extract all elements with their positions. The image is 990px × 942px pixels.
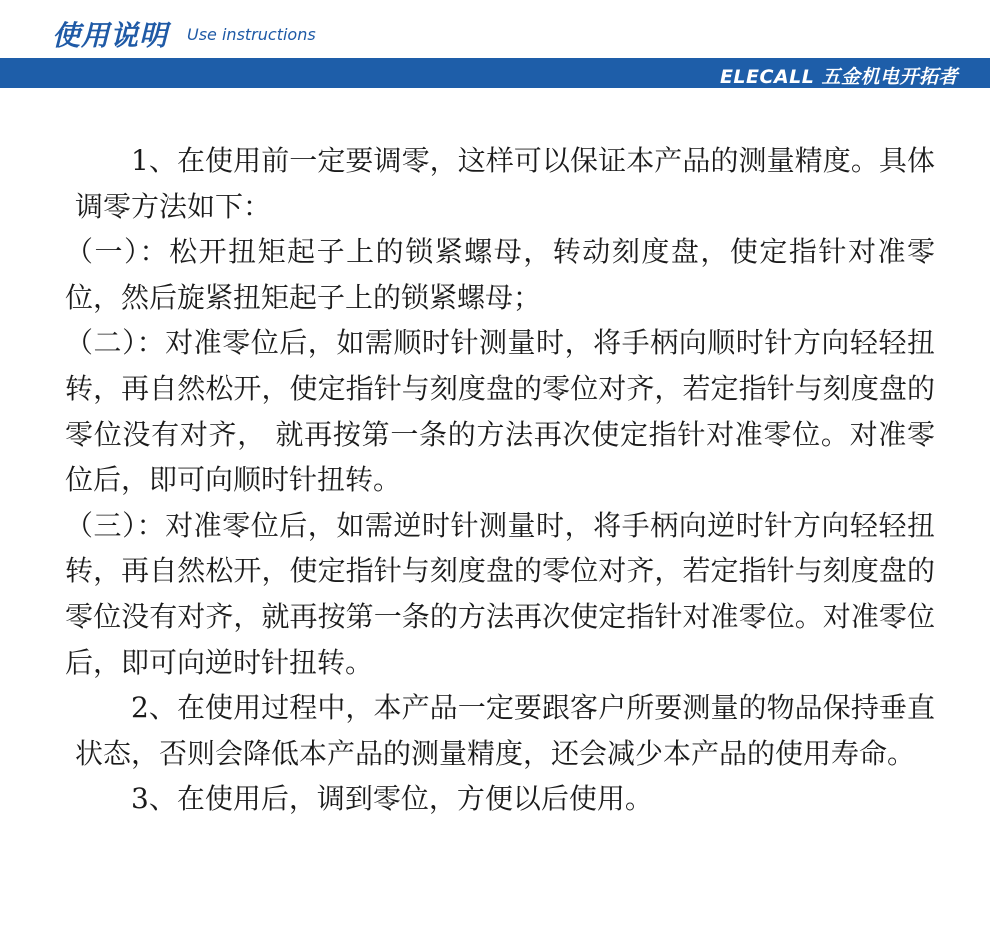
item-1-intro: 1、在使用前一定要调零，这样可以保证本产品的测量精度。具体调零方法如下： <box>75 144 935 223</box>
item-2: 2、在使用过程中，本产品一定要跟客户所要测量的物品保持垂直状态，否则会降低本产品的测量精度，还会减少本产品的使用寿命。 <box>75 691 935 770</box>
page-title: 使用说明 <box>52 19 169 52</box>
item-3: 3、在使用后，调到零位，方便以后使用。 <box>131 782 653 816</box>
header <box>0 0 990 100</box>
header-bar <box>0 58 990 88</box>
instructions-body <box>65 138 935 822</box>
step-1: （一）：松开扭矩起子上的锁紧螺母，转动刻度盘，使定指针对准零位，然后旋紧扭矩起子上的锁紧螺母； <box>65 235 935 314</box>
brand-label: ELECALL 五金机电开拓者 <box>719 66 958 88</box>
page-subtitle: Use instructions <box>187 25 316 44</box>
step-2: （二）：对准零位后，如需顺时针测量时，将手柄向顺时针方向轻轻扭转，再自然松开，使定指针与刻度盘的零位对齐，若定指针与刻度盘的零位没有对齐， 就再按第一条的方法再次使定指针对准零位。对准零位后，即可向顺时针扭转。 <box>65 326 935 497</box>
step-3: （三）：对准零位后，如需逆时针测量时，将手柄向逆时针方向轻轻扭转，再自然松开，使定指针与刻度盘的零位对齐，若定指针与刻度盘的零位没有对齐，就再按第一条的方法再次使定指针对准零位。对准零位后，即可向逆时针扭转。 <box>65 508 935 679</box>
